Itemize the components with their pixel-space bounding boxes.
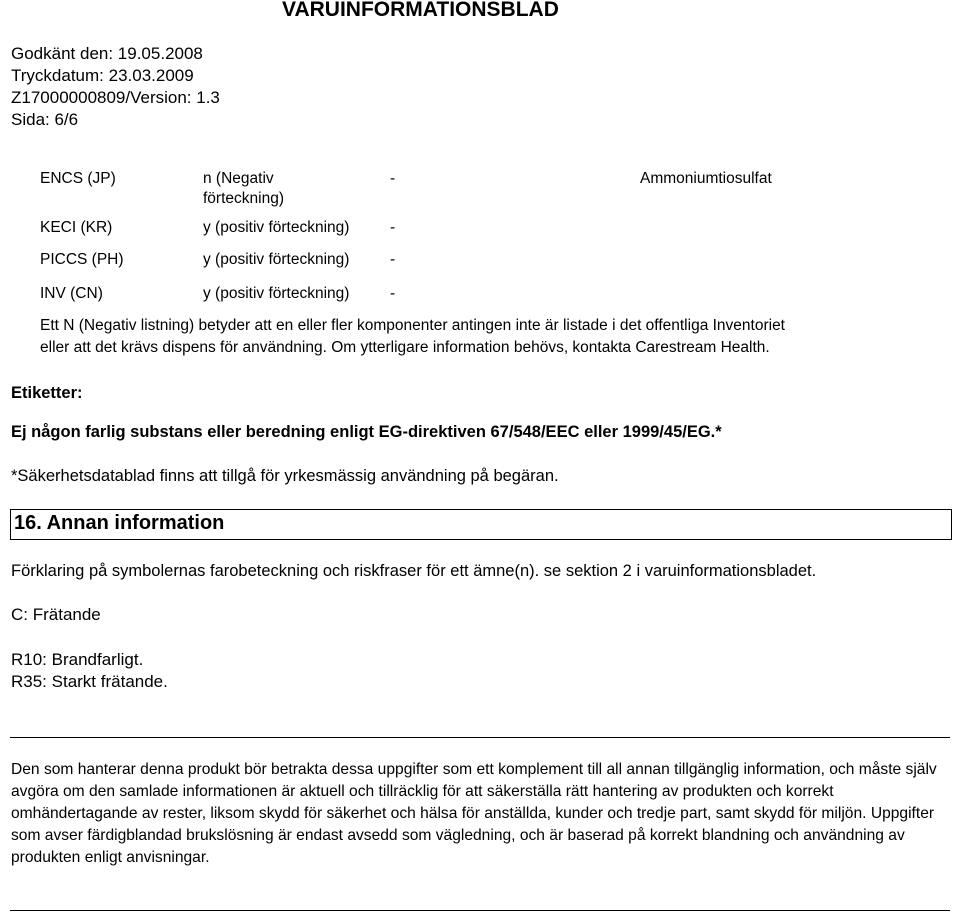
- labels-heading: Etiketter:: [11, 384, 83, 402]
- inventory-region: PICCS (PH): [40, 251, 124, 268]
- labels-footnote: *Säkerhetsdatablad finns att tillgå för yrkesmässig användning på begäran.: [11, 467, 559, 485]
- inventory-dash: -: [390, 170, 396, 187]
- inventory-status: y (positiv förteckning): [203, 285, 350, 302]
- symbol-explanation: Förklaring på symbolernas farobeteckning och riskfraser för ett ämne(n). se sektion 2 i varuinformationsbladet.: [11, 562, 817, 580]
- version-number: Z17000000809/Version: 1.3: [11, 88, 220, 107]
- document-title: VARUINFORMATIONSBLAD: [282, 0, 559, 21]
- hazard-symbol: C: Frätande: [11, 605, 101, 624]
- inventory-dash: -: [390, 219, 396, 236]
- risk-phrase-r35: R35: Starkt frätande.: [11, 672, 168, 691]
- risk-phrase-r10: R10: Brandfarligt.: [11, 650, 144, 669]
- inventory-status: y (positiv förteckning): [203, 219, 350, 236]
- inventory-status-cont: förteckning): [203, 190, 284, 207]
- inventory-dash: -: [390, 251, 396, 268]
- section-16-title: 16. Annan information: [14, 512, 225, 534]
- page-number: Sida: 6/6: [11, 110, 79, 129]
- inventory-note-line2: eller att det krävs dispens för användning. Om ytterligare information behövs, kontakta Carestream Health.: [40, 339, 770, 356]
- inventory-region: KECI (KR): [40, 219, 113, 236]
- approved-date: Godkänt den: 19.05.2008: [11, 44, 203, 63]
- divider-top: [10, 737, 950, 738]
- inventory-status: n (Negativ: [203, 170, 274, 187]
- labels-statement: Ej någon farlig substans eller beredning enligt EG-direktiven 67/548/EEC eller 1999/45/EG.*: [11, 423, 722, 441]
- section-16-header: [10, 509, 952, 540]
- inventory-substance: Ammoniumtiosulfat: [640, 170, 772, 187]
- inventory-status: y (positiv förteckning): [203, 251, 350, 268]
- disclaimer-text: Den som hanterar denna produkt bör betrakta dessa uppgifter som ett komplement till all annan tillgänglig information, och måste själv avgöra om den samlade informationen är aktuell och tillräcklig för att säkerställa rätt hantering av produkten och korrekt omhändertagande av rester, liksom skydd för säkerhet och hälsa för anställda, kunder och tredje part, samt skydd för miljön. Uppgifter som avser färdigblandad brukslösning är endast avsedd som vägledning, och är baserad på korrekt blandning och användning av produkten enligt anvisningar.: [11, 761, 937, 866]
- inventory-note-line1: Ett N (Negativ listning) betyder att en eller fler komponenter antingen inte är listade i det offentliga Inventoriet: [40, 317, 785, 334]
- divider-bottom: [10, 910, 950, 911]
- print-date: Tryckdatum: 23.03.2009: [11, 66, 194, 85]
- inventory-region: INV (CN): [40, 285, 103, 302]
- inventory-region: ENCS (JP): [40, 170, 116, 187]
- inventory-dash: -: [390, 285, 396, 302]
